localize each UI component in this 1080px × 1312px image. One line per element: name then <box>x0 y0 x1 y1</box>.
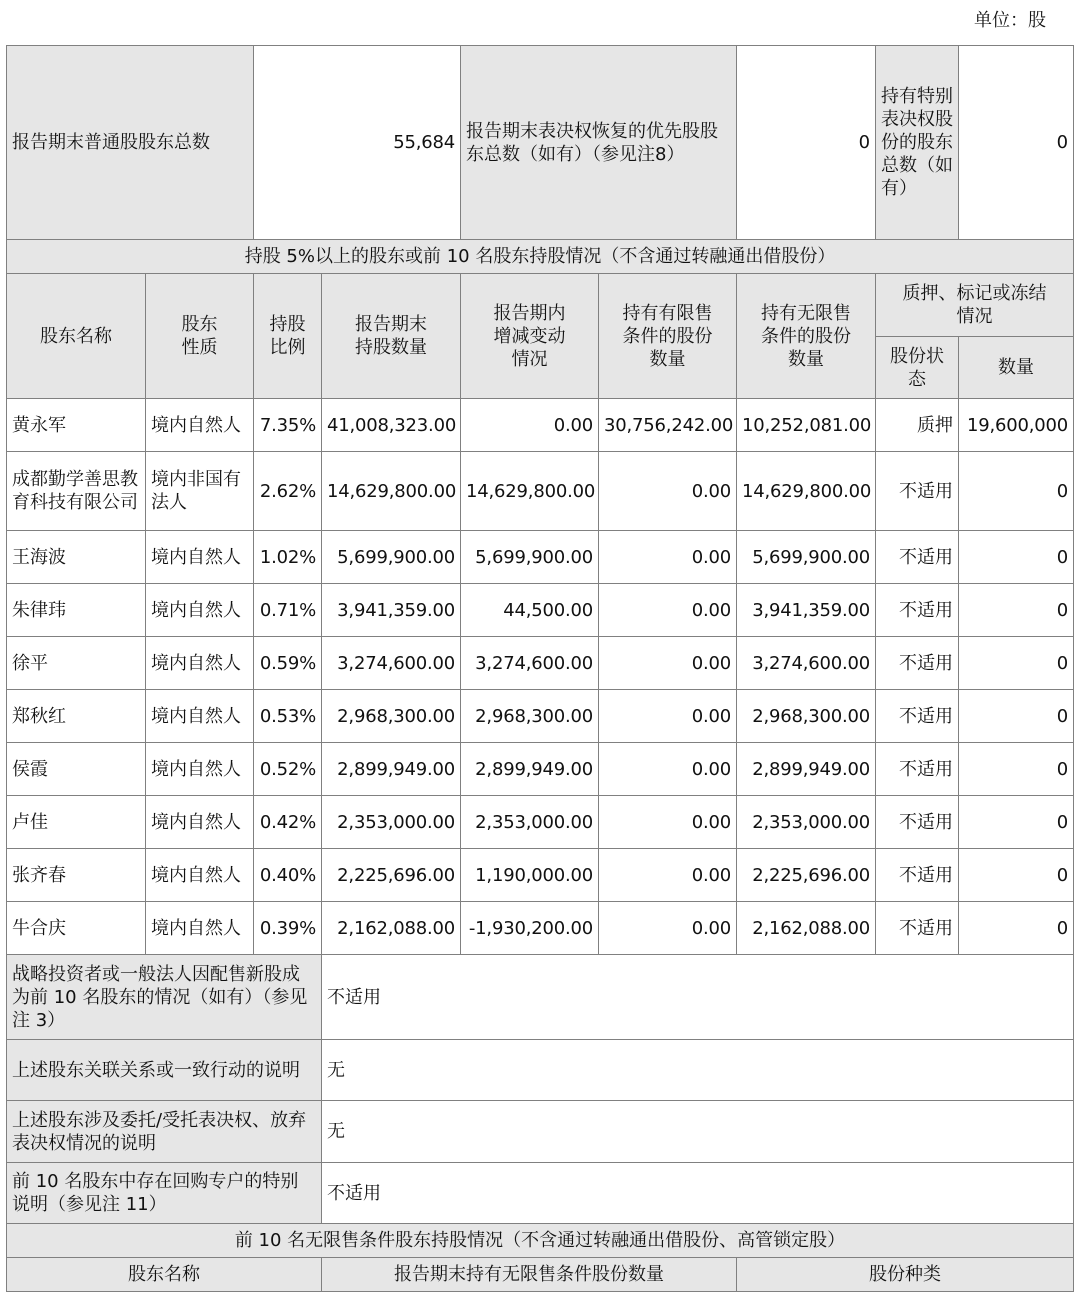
row-status: 质押 <box>876 399 959 452</box>
note-value: 不适用 <box>322 1163 1074 1224</box>
row-name: 王海波 <box>7 531 146 584</box>
row-qty: 0 <box>959 690 1074 743</box>
row-ratio: 7.35% <box>254 399 322 452</box>
unit-label: 单位：股 <box>974 10 1046 31</box>
row-status: 不适用 <box>876 902 959 955</box>
total-holders-label: 报告期末普通股股东总数 <box>7 46 254 240</box>
row-status: 不适用 <box>876 584 959 637</box>
row-nature: 境内自然人 <box>146 796 254 849</box>
table-row <box>7 690 1074 743</box>
row-end-qty: 2,899,949.00 <box>322 743 461 796</box>
row-status: 不适用 <box>876 849 959 902</box>
row-change: 1,190,000.00 <box>461 849 599 902</box>
row-end-qty: 2,225,696.00 <box>322 849 461 902</box>
row-unrestricted: 2,353,000.00 <box>737 796 876 849</box>
table-row <box>7 452 1074 531</box>
row-change: 3,274,600.00 <box>461 637 599 690</box>
row-status: 不适用 <box>876 637 959 690</box>
table-row <box>7 849 1074 902</box>
row-status: 不适用 <box>876 796 959 849</box>
header-pledge-status: 股份状态 <box>876 337 959 399</box>
row-qty: 0 <box>959 452 1074 531</box>
table-row <box>7 902 1074 955</box>
row-ratio: 0.42% <box>254 796 322 849</box>
header-change: 报告期内增减变动情况 <box>461 274 599 399</box>
note-value: 无 <box>322 1040 1074 1101</box>
row-qty: 0 <box>959 584 1074 637</box>
row-change: 2,968,300.00 <box>461 690 599 743</box>
row-name: 侯霞 <box>7 743 146 796</box>
row-ratio: 0.53% <box>254 690 322 743</box>
unrestricted-header-qty: 报告期末持有无限售条件股份数量 <box>322 1258 737 1292</box>
row-end-qty: 3,941,359.00 <box>322 584 461 637</box>
summary-row <box>7 46 1074 240</box>
header-restricted: 持有有限售条件的股份数量 <box>599 274 737 399</box>
row-restricted: 0.00 <box>599 584 737 637</box>
row-unrestricted: 10,252,081.00 <box>737 399 876 452</box>
row-change: 14,629,800.00 <box>461 452 599 531</box>
row-ratio: 2.62% <box>254 452 322 531</box>
row-name: 朱律玮 <box>7 584 146 637</box>
table-row <box>7 584 1074 637</box>
row-unrestricted: 3,274,600.00 <box>737 637 876 690</box>
note-row <box>7 1040 1074 1101</box>
row-nature: 境内自然人 <box>146 690 254 743</box>
row-ratio: 0.71% <box>254 584 322 637</box>
row-ratio: 0.40% <box>254 849 322 902</box>
header-pledge-group: 质押、标记或冻结情况 <box>876 274 1074 337</box>
table-row <box>7 531 1074 584</box>
row-name: 卢佳 <box>7 796 146 849</box>
row-unrestricted: 2,162,088.00 <box>737 902 876 955</box>
row-change: 2,353,000.00 <box>461 796 599 849</box>
shareholder-table <box>6 45 1074 1292</box>
header-unrestricted: 持有无限售条件的股份数量 <box>737 274 876 399</box>
note-value: 不适用 <box>322 955 1074 1040</box>
row-qty: 0 <box>959 849 1074 902</box>
row-restricted: 0.00 <box>599 452 737 531</box>
special-holders-label: 持有特别表决权股份的股东总数（如有） <box>876 46 959 240</box>
row-restricted: 0.00 <box>599 796 737 849</box>
total-holders-value: 55,684 <box>254 46 461 240</box>
row-qty: 0 <box>959 531 1074 584</box>
row-unrestricted: 2,225,696.00 <box>737 849 876 902</box>
unrestricted-section-title: 前 10 名无限售条件股东持股情况（不含通过转融通出借股份、高管锁定股） <box>7 1224 1074 1258</box>
header-pledge-qty: 数量 <box>959 337 1074 399</box>
header-name: 股东名称 <box>7 274 146 399</box>
row-nature: 境内非国有法人 <box>146 452 254 531</box>
row-status: 不适用 <box>876 690 959 743</box>
row-nature: 境内自然人 <box>146 849 254 902</box>
row-name: 成都勤学善思教育科技有限公司 <box>7 452 146 531</box>
row-restricted: 0.00 <box>599 902 737 955</box>
note-row <box>7 955 1074 1040</box>
row-restricted: 0.00 <box>599 637 737 690</box>
row-nature: 境内自然人 <box>146 399 254 452</box>
row-name: 郑秋红 <box>7 690 146 743</box>
row-restricted: 0.00 <box>599 690 737 743</box>
unrestricted-header-name: 股东名称 <box>7 1258 322 1292</box>
row-unrestricted: 3,941,359.00 <box>737 584 876 637</box>
row-end-qty: 14,629,800.00 <box>322 452 461 531</box>
note-label: 战略投资者或一般法人因配售新股成为前 10 名股东的情况（如有）（参见注 3） <box>7 955 322 1040</box>
note-label: 前 10 名股东中存在回购专户的特别说明（参见注 11） <box>7 1163 322 1224</box>
note-label: 上述股东关联关系或一致行动的说明 <box>7 1040 322 1101</box>
row-qty: 0 <box>959 902 1074 955</box>
row-change: 0.00 <box>461 399 599 452</box>
row-name: 徐平 <box>7 637 146 690</box>
row-unrestricted: 5,699,900.00 <box>737 531 876 584</box>
row-qty: 0 <box>959 743 1074 796</box>
row-ratio: 0.52% <box>254 743 322 796</box>
row-status: 不适用 <box>876 452 959 531</box>
table-row <box>7 796 1074 849</box>
row-unrestricted: 2,968,300.00 <box>737 690 876 743</box>
row-status: 不适用 <box>876 531 959 584</box>
note-row <box>7 1163 1074 1224</box>
row-ratio: 0.59% <box>254 637 322 690</box>
row-qty: 0 <box>959 637 1074 690</box>
row-restricted: 0.00 <box>599 849 737 902</box>
unrestricted-header-type: 股份种类 <box>737 1258 1074 1292</box>
row-unrestricted: 14,629,800.00 <box>737 452 876 531</box>
row-end-qty: 3,274,600.00 <box>322 637 461 690</box>
row-qty: 0 <box>959 796 1074 849</box>
row-nature: 境内自然人 <box>146 743 254 796</box>
header-end-qty: 报告期末持股数量 <box>322 274 461 399</box>
header-nature: 股东性质 <box>146 274 254 399</box>
row-ratio: 0.39% <box>254 902 322 955</box>
row-nature: 境内自然人 <box>146 902 254 955</box>
row-name: 牛合庆 <box>7 902 146 955</box>
table-row <box>7 743 1074 796</box>
table-row <box>7 399 1074 452</box>
note-value: 无 <box>322 1101 1074 1163</box>
row-restricted: 0.00 <box>599 743 737 796</box>
top10-section-title: 持股 5%以上的股东或前 10 名股东持股情况（不含通过转融通出借股份） <box>7 240 1074 274</box>
table-row <box>7 637 1074 690</box>
row-nature: 境内自然人 <box>146 637 254 690</box>
row-unrestricted: 2,899,949.00 <box>737 743 876 796</box>
special-holders-value: 0 <box>959 46 1074 240</box>
row-change: 5,699,900.00 <box>461 531 599 584</box>
row-name: 黄永军 <box>7 399 146 452</box>
row-qty: 19,600,000 <box>959 399 1074 452</box>
row-nature: 境内自然人 <box>146 584 254 637</box>
row-name: 张齐春 <box>7 849 146 902</box>
row-change: -1,930,200.00 <box>461 902 599 955</box>
note-row <box>7 1101 1074 1163</box>
row-end-qty: 2,353,000.00 <box>322 796 461 849</box>
row-status: 不适用 <box>876 743 959 796</box>
preferred-holders-label: 报告期末表决权恢复的优先股股东总数（如有）（参见注8） <box>461 46 737 240</box>
row-change: 2,899,949.00 <box>461 743 599 796</box>
preferred-holders-value: 0 <box>737 46 876 240</box>
row-restricted: 30,756,242.00 <box>599 399 737 452</box>
row-ratio: 1.02% <box>254 531 322 584</box>
header-ratio: 持股比例 <box>254 274 322 399</box>
row-end-qty: 2,968,300.00 <box>322 690 461 743</box>
row-end-qty: 41,008,323.00 <box>322 399 461 452</box>
row-end-qty: 2,162,088.00 <box>322 902 461 955</box>
row-end-qty: 5,699,900.00 <box>322 531 461 584</box>
row-restricted: 0.00 <box>599 531 737 584</box>
note-label: 上述股东涉及委托/受托表决权、放弃表决权情况的说明 <box>7 1101 322 1163</box>
row-nature: 境内自然人 <box>146 531 254 584</box>
row-change: 44,500.00 <box>461 584 599 637</box>
